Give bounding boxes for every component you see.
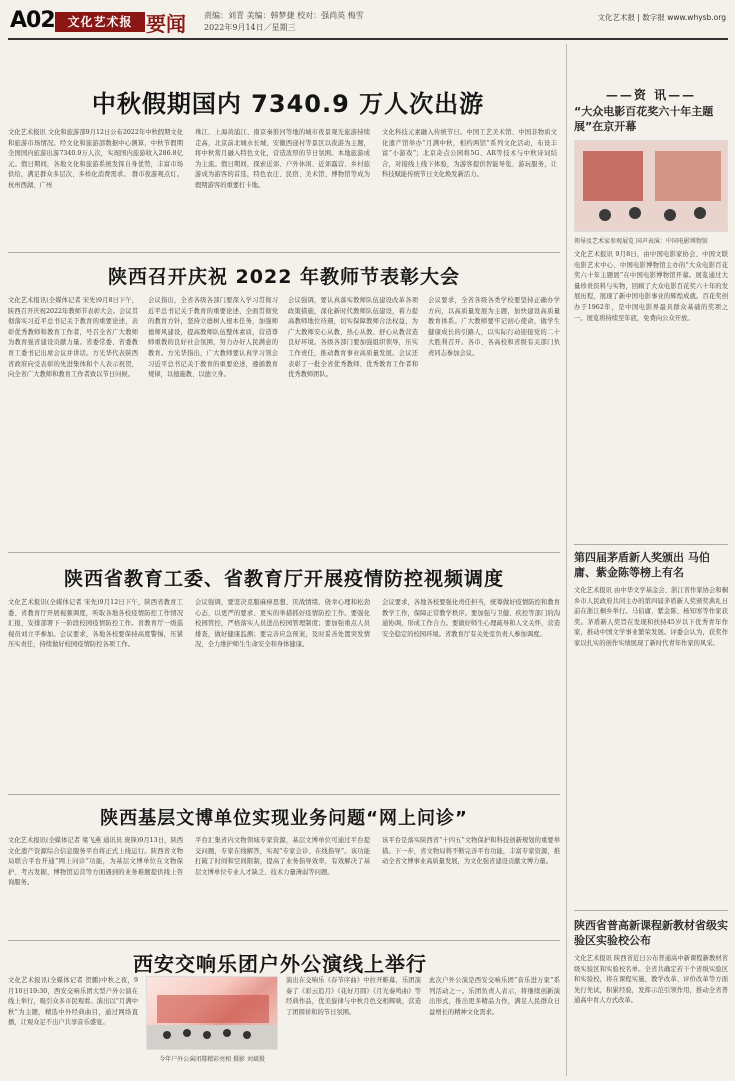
performer-figure [203,1031,211,1039]
sidebar-title-maodun-award: 第四届茅盾新人奖颁出 马伯庸、紫金陈等榜上有名 [574,551,710,579]
news-heading: ——资 讯—— [605,88,697,102]
divider [8,940,560,941]
divider [8,794,560,795]
headline-online-consult: 陕西基层文博单位实现业务问题“网上问诊” [100,808,468,829]
performer-figure [183,1029,191,1037]
film-expo-caption: 领导及艺术家参观展览 国声表演：中国电影博物馆 [574,238,708,245]
film-expo-photo [574,140,728,232]
article3-col1: 文化艺术报讯(全媒体记者 宋先)9月12日下午，陕西省教育工委、省教育厅开展视频调度，听取各地各校疫情防控工作情况汇报，安排部署下一阶段校园疫情防控工作。省教育厅一级巡视员刘立平参加。会议要求，各地各校要保持高度警惕，压紧压实责任，持续做好校园疫情防控各项工作。 [8,599,183,649]
exhibition-illustration [575,141,728,232]
concert-photo [146,976,278,1050]
performer-figure [243,1031,251,1039]
issue-date: 2022年9月14日／星期三 [204,23,296,32]
visitor-figure [694,207,706,219]
sidebar-divider [566,44,567,1076]
article3-col3: 会议要求，各地各校要强化责任担当，统筹做好疫情防控和教育教学工作，保障正常教学秩序。要加强与卫健、疾控等部门的沟通协调，形成工作合力。要做好师生心理疏导和人文关怀，营造安全稳定的校园环境。省教育厅有关处室负责人参加调度。 [382,599,560,638]
header-rule [8,38,728,40]
sidebar-title-film-expo: “大众电影百花奖六十年主题展”在京开幕 [574,105,714,133]
concert-stage-illustration [147,977,278,1050]
article5-col3: 此次户外公演是西安交响乐团“音乐进万家”系列活动之一。乐团负责人表示，将继续创新演出形式，推出更多精品力作，满足人民群众日益增长的精神文化需求。 [429,977,560,1016]
headline-epidemic-dispatch: 陕西省教育工委、省教育厅开展疫情防控视频调度 [63,568,504,590]
headline-teachers-day: 陕西召开庆祝 2022 年教师节表彰大会 [107,266,461,288]
visitor-figure [664,209,676,221]
sidebar-maodun-body: 文化艺术报讯 由中华文学基金会、浙江省作家协会和桐乡市人民政府共同主办的第四届茅盾新人奖颁奖典礼日前在浙江桐乡举行。马伯庸、紫金陈、杨知寒等作家获奖。茅盾新人奖旨在发现和扶持45岁以下优秀青年作家，推动中国文学事业繁荣发展。评委会认为，获奖作家以扎实的创作实绩展现了新时代青年作家的风采。 [574,587,728,647]
visitor-figure [599,209,611,221]
performer-figure [163,1031,171,1039]
divider [8,252,560,253]
divider [8,552,560,553]
visitor-figure [629,207,641,219]
headline-holiday-travel: 中秋假期国内 7340.9 万人次出游 [91,90,485,118]
section-name: 要闻 [146,12,186,36]
concert-photo-caption: 今年户外公演闭幕精彩亮相 摄影 刘斌摄 [159,1056,265,1063]
exhibit-panel [655,151,721,201]
page-number: A02 [10,8,55,33]
article4-col3: 该平台是落实陕西省“十四五”文物保护和科技创新规划的重要举措。下一步，省文物局将不断完善平台功能，丰富专家资源，推动全省文博事业高质量发展，为文化强省建设贡献文博力量。 [382,837,560,866]
article4-col1: 文化艺术报讯(全媒体记者 梁飞燕 通讯员 庞锋)9月13日，陕西文化遗产资源综合信息服务平台将正式上线运行。陕西省文物局联合平台开通“网上问诊”功能，为基层文博单位在文物保护、考古发掘、博物馆运营等方面遇到的业务难题提供线上咨询服务。 [8,837,183,887]
divider [574,910,728,911]
newspaper-logo: 文化艺术报 [55,12,145,32]
stage-backdrop [157,995,269,1023]
article4-col2: 平台汇集省内文物领域专家资源，基层文博单位可通过平台提交问题，专家在线解答，实现“专家会诊、在线指导”。该功能打破了时间和空间限制，提高了业务指导效率，有效解决了基层文博单位专业人才缺乏、技术力量薄弱等问题。 [195,837,370,876]
masthead [8,6,730,40]
article5-col1: 文化艺术报讯(全媒体记者 贺鹏)中秋之夜，9月10日19:30，西安交响乐团大型户外公演在线上举行，吸引众多市民观看。演出以“月满中秋”为主题，精选中外经典曲目，通过网络直播，让观众足不出户共享音乐盛宴。 [8,977,138,1027]
exhibit-panel [583,151,643,201]
article2-col2: 会议指出，全省各级各部门要深入学习贯彻习近平总书记关于教育的重要论述，全面贯彻党的教育方针，坚持立德树人根本任务，加强师德师风建设，提高教师队伍整体素质，营造尊师重教的良好社会氛围，努力办好人民满意的教育。方光华指出，广大教师要认真学习领会习近平总书记关于教育的重要论述，遵循教育规律，以德施教、以德立身。 [148,297,278,379]
article3-col2: 会议强调，要坚决克服麻痹思想、厌战情绪、侥幸心理和松劲心态，以更严的要求、更实的举措抓好疫情防控工作。要强化校园管控，严格落实人员进出校园管理制度；要加强重点人员排查，做好健康监测；要完善应急预案，及时妥善处置突发情况，全力维护师生生命安全和身体健康。 [195,599,370,649]
headline-symphony: 西安交响乐团户外公演线上举行 [133,952,427,976]
article1-col2: 珠江、上海黄浦江、南京秦淮河等地的城市夜景观光旅游持续走高，北京前北城水长城、安徽西递村等景区以夜游为主题，将中秋赏月融入特色文化，营造浓厚的节日氛围。本地旅游成为主流。假日期间，探索近郊、户外休闲、近郊露营、乡村旅游成为游客的首选，特色农庄、民宿、美术馆、博物馆等成为假期游客的重要打卡地。 [195,129,370,189]
article2-col3: 会议强调，要认真落实教师队伍建设改革各项政策措施，深化新时代教师队伍建设，着力提高教师地位待遇，切实保障教师合法权益，为广大教师安心从教、热心从教、舒心从教营造良好环境。各级各部门要加强组织领导，压实工作责任，推动教育事业高质量发展。会议还表彰了一批全省优秀教师、优秀教育工作者和优秀教师团队。 [288,297,418,379]
article1-col1: 文化艺术报讯 文化和旅游部9月12日公布2022年中秋假期文化和旅游市场情况。经文化和旅游部数据中心测算，中秋节假期全国国内旅游出游7340.9万人次，实现国内旅游收入286.8亿元。假日期间，各地文化和旅游系统发挥自身优势，丰富市场供给，满足群众多层次、多样化消费需求。 群市夜游观点灯。杭州西湖、广州 [8,129,183,189]
article5-col2: 演出在交响乐《春节序曲》中拉开帷幕，乐团演奏了《彩云追月》《花好月圆》《月光奏鸣曲》等经典作品，优美旋律与中秋月色交相辉映，营造了团圆祥和的节日氛围。 [286,977,421,1016]
editors-line: 责编：刘青 美编：韩梦捷 校对：强尚英 梅雪 [204,11,364,20]
sidebar-curriculum-body: 文化艺术报讯 陕西省近日公布普通高中新课程新教材省级实验区和实验校名单。全省共确定若干个省级实验区和实验校，将在课程实施、教学改革、评价改革等方面先行先试，积累经验，发挥示范引领作用，推动全省普通高中育人方式改革。 [574,955,728,1005]
article2-col4: 会议要求，全省各级各类学校要坚持正确办学方向，以高质量发展为主题，加快建设高质量教育体系。广大教师要牢记初心使命，做学生健康成长的引路人，以实际行动迎接党的二十大胜利召开。各市、各高校和省级有关部门负责同志参加会议。 [428,297,560,357]
article2-col1: 文化艺术报讯(全媒体记者 宋先)9月8日下午，陕西召开庆祝2022年教师节表彰大会。会议贯彻落实习近平总书记关于教育的重要论述，表彰优秀教师和教育工作者，号召全省广大教师为教育强省建设贡献力量。省委常委、省委教育工委书记出席会议并讲话。方光华代表陕西省政府向受表彰的先进集体和个人表示祝贺，向全省广大教师和教育工作者致以节日问候。 [8,297,138,379]
site-link[interactable]: 文化艺术报 | 数字报 www.whysb.org [597,13,726,22]
article1-col3: 文化科技元素融入传统节日。中国工艺美术馆、中国非物质文化遗产馆举办“月满中秋，相约两馆”系列文化活动，布设丰富“小游戏”；北京奇点公园将5G、AR等技术与中秋诗词结合，对接线上线下体验，为游客提供智能导览、游玩服务，让科技赋能传统节日文化焕发新活力。 [382,129,557,179]
divider [574,544,728,545]
sidebar-title-curriculum: 陕西省普高新课程新教材省级实验区实验校公布 [574,919,728,947]
performer-figure [223,1029,231,1037]
sidebar-film-expo-body: 文化艺术报讯 9月8日，由中国电影家协会、中国文联电影艺术中心、中国电影博物馆主办的“大众电影百花奖六十年主题展”在中国电影博物馆开幕。展览通过大量珍贵资料与实物，回顾了大众电影百花奖六十年的发展历程，展现了新中国电影事业的辉煌成就。百花奖创办于1962年，是中国电影界最具群众基础的奖项之一。展览将持续至年底，免费向公众开放。 [574,251,728,322]
